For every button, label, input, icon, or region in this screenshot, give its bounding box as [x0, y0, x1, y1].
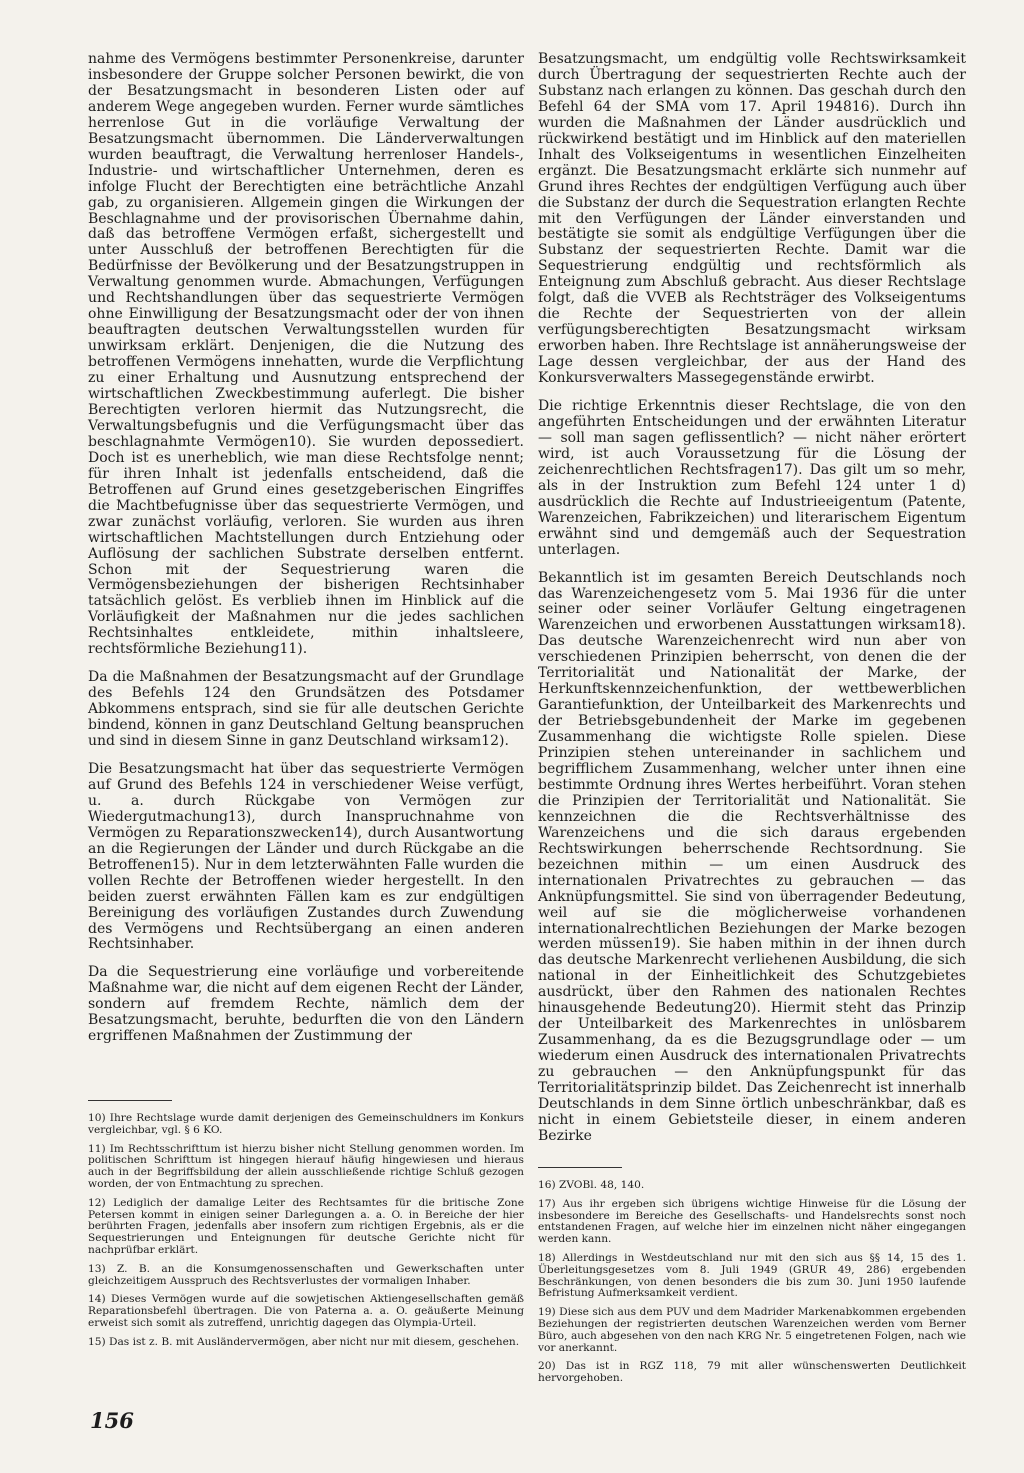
left-paragraph-2: Da die Maßnahmen der Besatzungsmacht auf der Grundlage des Befehls 124 den Grundsätzen des Potsdamer Abkommens entsprach, sind sie für alle deutschen Gerichte bindend, können in ganz Deutschland Geltung beanspruchen und sind in diesem Sinne in ganz Deutschland wirksam12). — [88, 669, 524, 750]
right-paragraph-2: Die richtige Erkenntnis dieser Rechtslage, die von den angeführten Entscheidungen und der erwähnten Literatur — soll man sagen geflissentlich? — nicht näher erörtert wird, ist auch Voraussetzung für die Lösung der zeichenrechtlichen Rechtsfragen17). Das gilt um so mehr, als in der Instruktion zum Befehl 124 unter 1 d) ausdrücklich die Rechte auf Industrieeigentum (Patente, Warenzeichen, Fabrikzeichen) und literarischem Eigentum erwähnt sind und demgemäß auch der Sequestration unterlagen. — [538, 398, 966, 558]
footnote-10: 10) Ihre Rechtslage wurde damit derjenigen des Gemeinschuldners im Konkurs vergleichbar, vgl. § 6 KO. — [88, 1112, 524, 1136]
left-paragraph-4: Da die Sequestrierung eine vorläufige und vorbereitende Maßnahme war, die nicht auf dem eigenen Recht der Länder, sondern auf fremdem Rechte, nämlich dem der Besatzungsmacht, beruhte, bedurften die von den Ländern ergriffenen Maßnahmen der Zustimmung der — [88, 964, 524, 1045]
footnote-11: 11) Im Rechtsschrifttum ist hierzu bisher nicht Stellung genommen worden. Im politischen Schrifttum ist hingegen hierauf häufig hingewiesen und hieraus auch in der Begriffsbildung der allein ausschließende richtige Schluß gezogen worden, der von Entmachtung zu sprechen. — [88, 1142, 524, 1190]
right-paragraph-3: Bekanntlich ist im gesamten Bereich Deutschlands noch das Warenzeichengesetz vom 5. Mai 1936 für die unter seiner oder seiner Vorläufer Geltung eingetragenen Warenzeichen und erworbenen Ausstattungen wirksam18). Das deutsche Warenzeichenrecht wird nun aber von verschiedenen Prinzipien beherrscht, von denen die der Territorialität und Nationalität der Marke, der Herkunftskennzeichenfunktion, der wettbewerblichen Garantiefunktion, der Unteilbarkeit des Markenrechts und der Betriebsgebundenheit der Marke im gegebenen Zusammenhang die wichtigste Rolle spielen. Diese Prinzipien stehen untereinander in sachlichem und begrifflichem Zusammenhang, welcher unter ihnen eine bestimmte Ordnung ihres Wertes herbeiführt. Voran stehen die Prinzipien der Territorialität und Nationalität. Sie kennzeichnen die die Rechtsverhältnisse des Warenzeichens und die sich daraus ergebenden Rechtswirkungen beherrschende Rechtsordnung. Sie bezeichnen mithin — um einen Ausdruck des internationalen Privatrechtes zu gebrauchen — das Anknüpfungsmittel. Sie sind von überragender Bedeutung, weil auf sie die möglicherweise vorhandenen internationalrechtlichen Beziehungen der Marke bezogen werden müssen19). Sie haben mithin in der ihnen durch das deutsche Markenrecht verliehenen Ausbildung, die sich national in der Einheitlichkeit des Schutzgebietes ausdrückt, über den Rahmen des nationalen Rechtes hinausgehende Bedeutung20). Hiermit steht das Prinzip der Unteilbarkeit des Markenrechtes in unlösbarem Zusammenhang, da es die Bezugsgrundlage oder — um wiederum einen Ausdruck des internationalen Privatrechts zu gebrauchen — den Anknüpfungspunkt für das Territorialitätsprinzip bildet. Das Zeichenrecht ist innerhalb Deutschlands in dem Sinne örtlich unbeschränkbar, daß es nicht in einem Gebietsteile dieser, in einem anderen Bezirke — [538, 569, 966, 1144]
footnote-19: 19) Diese sich aus dem PUV und dem Madrider Markenabkommen ergebenden Beziehungen der registrierten deutschen Warenzeichen werden vom Berner Büro, auch abgesehen von den nach KRG Nr. 5 eingetretenen Folgen, nach wie vor anerkannt. — [538, 1306, 966, 1354]
left-paragraph-3: Die Besatzungsmacht hat über das sequestrierte Vermögen auf Grund des Befehls 124 in verschiedener Weise verfügt, u. a. durch Rückgabe von Vermögen zur Wiedergutmachung13), durch Inanspruchnahme von Vermögen zu Reparationszwecken14), durch Ausantwortung an die Regierungen der Länder und durch Rückgabe an die Betroffenen15). Nur in dem letzterwähnten Falle wurden die vollen Rechte der Betroffenen wieder hergestellt. In den beiden zuerst erwähnten Fällen kam es zur endgültigen Bereinigung des vorläufigen Zustandes durch Zuwendung des Vermögens und Rechtsübergang an einen anderen Rechtsinhaber. — [88, 760, 524, 953]
footnote-rule — [538, 1167, 622, 1168]
footnote-13: 13) Z. B. an die Konsumgenossenschaften und Gewerkschaften unter gleichzeitigem Ausspruch des Rechtsverlustes der vormaligen Inhaber. — [88, 1262, 524, 1287]
left-footnotes — [88, 1100, 524, 1356]
left-column — [88, 51, 524, 1348]
footnote-20: 20) Das ist in RGZ 118, 79 mit aller wünschenswerten Deutlichkeit hervorgehoben. — [538, 1360, 966, 1385]
footnote-16: 16) ZVOBl. 48, 140. — [538, 1179, 645, 1191]
right-paragraph-1: Besatzungsmacht, um endgültig volle Rechtswirksamkeit durch Übertragung der sequestrierten Rechte auch der Substanz nach erlangen zu können. Das geschah durch den Befehl 64 der SMA vom 17. April 194816). Durch ihn wurden die Maßnahmen der Länder ausdrücklich und rückwirkend bestätigt und im Hinblick auf den materiellen Inhalt des Volkseigentums in wesentlichen Einzelheiten ergänzt. Die Besatzungsmacht erklärte sich nunmehr auf Grund ihres Rechtes der endgültigen Verfügung auch über die Substanz der durch die Sequestration erlangten Rechte mit den Verfügungen der Länder einverstanden und bestätigte sie somit als endgültige Verfügungen über die Substanz der sequestrierten Rechte. Damit war die Sequestrierung endgültig und rechtsförmlich als Enteignung zum Abschluß gebracht. Aus dieser Rechtslage folgt, daß die VVEB als Rechtsträger des Volkseigentums die Rechte der Sequestrierten von der allein verfügungsberechtigten Besatzungsmacht wirksam erworben haben. Ihre Rechtslage ist annäherungsweise der Lage dessen vergleichbar, der aus der Hand des Konkursverwalters Massegegenstände erwirbt. — [538, 51, 966, 387]
left-body-text — [88, 52, 524, 1045]
footnote-18: 18) Allerdings in Westdeutschland nur mit den sich aus §§ 14, 15 des 1. Überleitungsgesetzes vom 8. Juli 1949 (GRUR 49, 286) ergebenden Beschränkungen, von denen besonders die bis zum 30. Juni 1950 laufende Befristung Aufmerksamkeit verdient. — [538, 1251, 966, 1300]
footnote-rule — [88, 1100, 172, 1101]
left-paragraph-1: nahme des Vermögens bestimmter Personenkreise, darunter insbesondere der Gruppe solcher Personen bewirkt, die von der Besatzungsmacht in besonderen Listen oder auf anderem Wege angegeben wurden. Ferner wurde sämtliches herrenlose Gut in die vorläufige Verwaltung der Besatzungsmacht übernommen. Die Länderverwaltungen wurden beauftragt, die Verwaltung herrenloser Handels-, Industrie- und wirtschaftlicher Unternehmen, deren es infolge Flucht der Berechtigten eine beträchtliche Anzahl gab, zu organisieren. Allgemein gingen die Wirkungen der Beschlagnahme und der provisorischen Übernahme dahin, daß das betroffene Vermögen erfaßt, sichergestellt und unter Ausschluß der betroffenen Berechtigten für die Bedürfnisse der Bevölkerung und der Besatzungstruppen in Verwaltung genommen wurde. Abmachungen, Verfügungen und Rechtshandlungen über das sequestrierte Vermögen ohne Einwilligung der Besatzungsmacht oder der von ihnen beauftragten deutschen Verwaltungsstellen wurden für unwirksam erklärt. Denjenigen, die die Nutzung des betroffenen Vermögens innehatten, wurde die Verpflichtung zu einer Erhaltung und Ausnutzung entsprechend der wirtschaftlichen Zweckbestimmung auferlegt. Die bisher Berechtigten verloren hiermit das Nutzungsrecht, die Verwaltungsbefugnis und die Verfügungsmacht über das beschlagnahmte Vermögen10). Sie wurden depossediert. Doch ist es unerheblich, wie man diese Rechtsfolge nennt; für ihren Inhalt ist jedenfalls entscheidend, daß die Betroffenen auf Grund eines gesetzgeberischen Eingriffes die Machtbefugnisse über das sequestrierte Vermögen, und zwar zunächst vorläufig, verloren. Sie wurden aus ihren wirtschaftlichen Machtstellungen durch Entziehung oder Auflösung der sachlichen Substrate derselben entfernt. Schon mit der Sequestrierung waren die Vermögensbeziehungen der bisherigen Rechtsinhaber tatsächlich gelöst. Es verblieb ihnen im Hinblick auf die Vorläufigkeit der Maßnahmen nur die jedes sachlichen Rechtsinhaltes entkleidete, mithin inhaltsleere, rechtsförmliche Beziehung11). — [88, 51, 524, 658]
page-number: 156 — [90, 1408, 134, 1433]
footnote-17: 17) Aus ihr ergeben sich übrigens wichtige Hinweise für die Lösung der insbesondere im Bereiche des Gesellschafts- und Handelsrechts sonst noch entstandenen Fragen, auf welche hier im einzelnen nicht näher eingegangen werden kann. — [538, 1197, 966, 1246]
footnote-15: 15) Das ist z. B. mit Ausländervermögen, aber nicht nur mit diesem, geschehen. — [88, 1335, 520, 1348]
footnote-12: 12) Lediglich der damalige Leiter des Rechtsamtes für die britische Zone Petersen kommt in einigen seiner Darlegungen a. a. O. in Bereiche der hier berührten Fragen, jedenfalls aber insofern zum richtigen Ergebnis, als er die Sequestrierungen und Enteignungen für deutsche Gerichte nicht für nachprüfbar erklärt. — [88, 1196, 524, 1256]
right-column — [538, 51, 966, 1385]
right-footnotes — [538, 1167, 966, 1392]
right-body-text — [538, 52, 966, 1145]
footnote-14: 14) Dieses Vermögen wurde auf die sowjetischen Aktiengesellschaften gemäß Reparationsbefehl übertragen. Die von Paterna a. a. O. geäußerte Meinung erweist sich somit als zutreffend, unrichtig dagegen das Olympia-Urteil. — [88, 1293, 524, 1329]
